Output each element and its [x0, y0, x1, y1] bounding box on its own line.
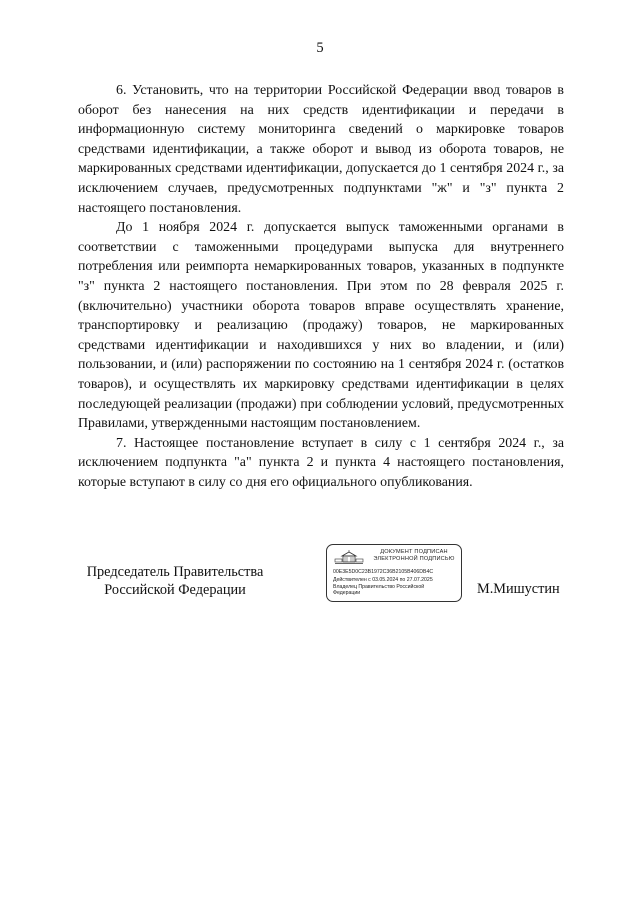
- electronic-signature-stamp: [326, 544, 462, 602]
- signer-title: [80, 563, 270, 599]
- stamp-owner-line-2: Федерации: [333, 590, 361, 596]
- signer-title-line-1: Председатель Правительства: [86, 564, 264, 580]
- document-body: [78, 81, 564, 492]
- signer-title-line-2: Российской Федерации: [104, 582, 246, 598]
- stamp-certificate: 00E3E5D0C23B1972C36B2105B406DB4C: [333, 569, 434, 575]
- paragraph-6: 6. Установить, что на территории Российской Федерации ввод товаров в оборот без нанесения на них средств идентификации и передачи в информационную систему мониторинга сведений о маркировке товаров средствами идентификации, а также оборот и вывод из оборота товаров, не маркированных средствами идентификации, допускается до 1 сентября 2024 г., за исключением случаев, предусмотренных подпунктами "ж" и "з" пункта 2 настоящего постановления.: [78, 83, 564, 216]
- paragraph-7: 7. Настоящее постановление вступает в силу с 1 сентября 2024 г., за исключением подпункта "а" пункта 2 и пункта 4 настоящего постановления, которые вступают в силу со дня его официального опубликования.: [78, 435, 564, 490]
- page-number: 5: [316, 40, 324, 56]
- stamp-owner-line-1: Владелец Правительство Российской: [333, 584, 425, 590]
- signer-name: М.Мишустин: [477, 581, 560, 597]
- government-building-icon: [334, 549, 364, 565]
- stamp-validity: Действителен с 03.05.2024 по 27.07.2025: [333, 577, 433, 583]
- stamp-heading-line-2: ЭЛЕКТРОННОЙ ПОДПИСЬЮ: [373, 556, 455, 562]
- paragraph-6-continued: До 1 ноября 2024 г. допускается выпуск таможенными органами в соответствии с таможенными процедурами выпуска для внутреннего потребления или реимпорта немаркированных товаров, указанных в подпункте "з" пункта 2 настоящего постановления. При этом по 28 февраля 2025 г. (включительно) участники оборота товаров вправе осуществлять хранение, транспортировку и реализацию (продажу) товаров, не маркированных средствами идентификации и находившихся у них во владении, и (или) пользовании, и (или) распоряжении по состоянию на 1 сентября 2024 г. (остатков товаров), и осуществлять их маркировку средствами идентификации в целях последующей реализации (продажи) при соблюдении условий, предусмотренных Правилами, утвержденными настоящим постановлением.: [78, 220, 564, 432]
- stamp-heading-line-1: ДОКУМЕНТ ПОДПИСАН: [380, 549, 448, 555]
- stamp-heading: [369, 549, 459, 563]
- signature-block: [0, 544, 640, 614]
